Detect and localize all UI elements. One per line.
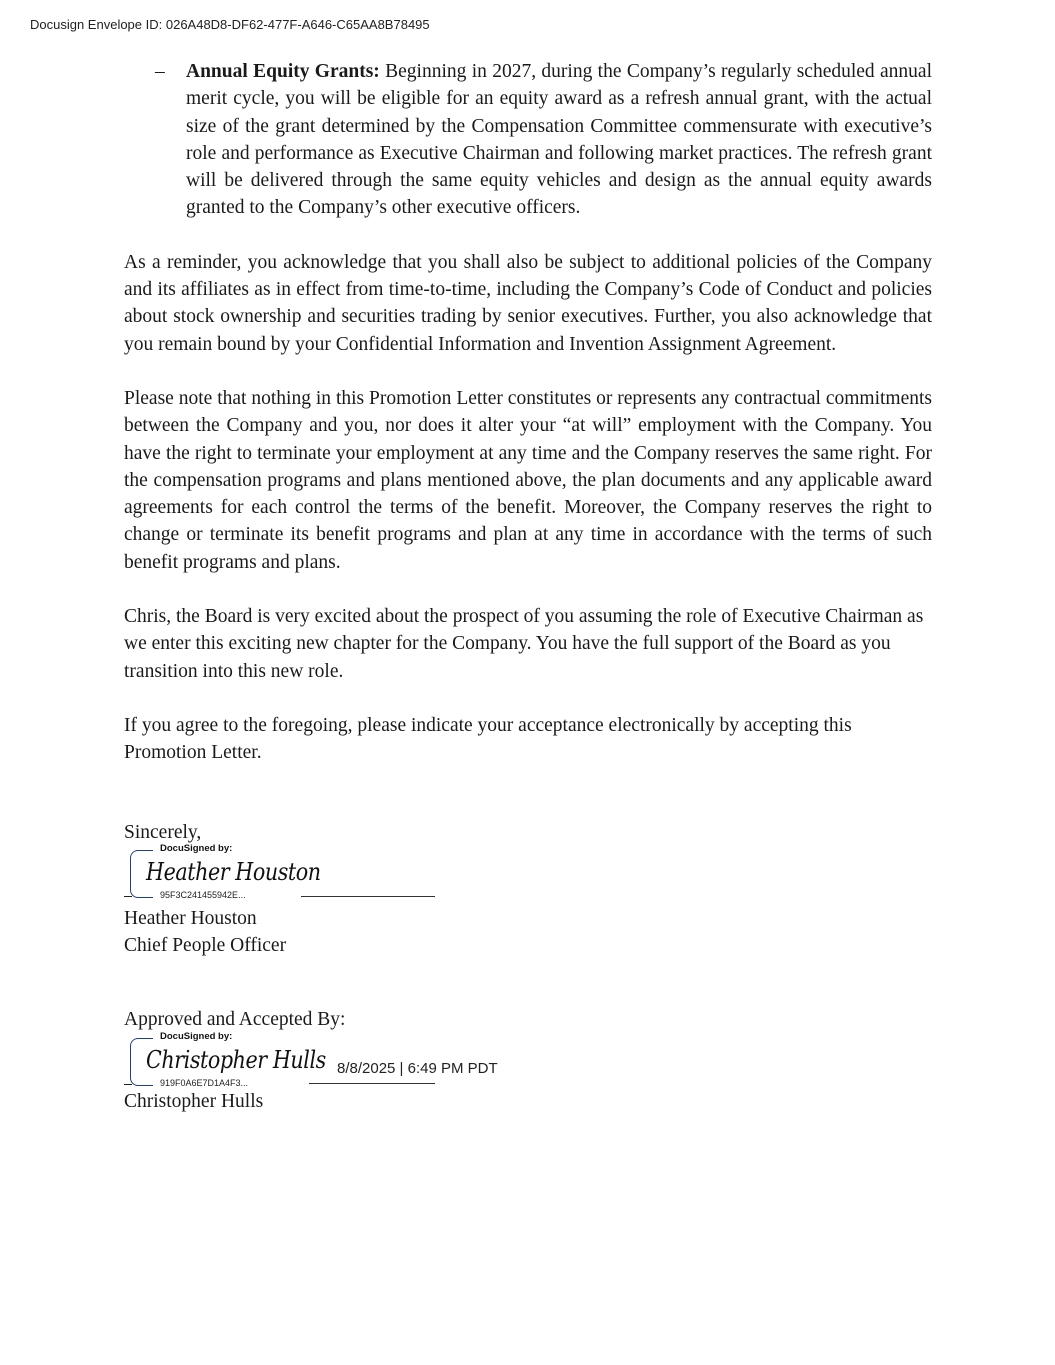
signer-title-heather: Chief People Officer (124, 935, 287, 956)
signer-name-christopher: Christopher Hulls (124, 1091, 264, 1112)
signed-date-stamp: 8/8/2025 | 6:49 PM PDT (337, 1060, 498, 1077)
approved-label: Approved and Accepted By: (124, 1009, 346, 1030)
signature-heather: Heather Houston (146, 858, 321, 886)
annual-equity-grants-bullet (124, 58, 932, 222)
docusigned-label: DocuSigned by: (160, 843, 233, 854)
signature-lead-line (124, 1084, 132, 1085)
sincerely-text: Sincerely, (124, 822, 202, 843)
signature-hash: 919F0A6E7D1A4F3... (160, 1078, 249, 1088)
signature-block-christopher (124, 1031, 326, 1088)
envelope-id: Docusign Envelope ID: 026A48D8-DF62-477F-A646-C65AA8B78495 (30, 17, 430, 32)
reminder-paragraph: As a reminder, you acknowledge that you shall also be subject to additional policies of the Company and its affiliates as in effect from time-to-time, including the Company’s Code of Conduct and policies about stock ownership and securities trading by senior executives. Further, you also acknowledge that you remain bound by your Confidential Information and Invention Assignment Agreement. (124, 251, 932, 355)
signature-hash: 95F3C241455942E... (160, 890, 246, 900)
letter-body (124, 58, 932, 794)
signature-line-heather (301, 896, 435, 897)
note-paragraph: Please note that nothing in this Promotion Letter constitutes or represents any contractual commitments between the Company and you, nor does it alter your “at will” employment with the Company. You have the right to terminate your employment at any time and the Company reserves the same right. For the compensation programs and plans mentioned above, the plan documents and any applicable award agreements for each control the terms of the benefit. Moreover, the Company reserves the right to change or terminate its benefit programs and plan at any time in accordance with the terms of such benefit programs and plans. (124, 387, 932, 573)
signature-line-christopher (309, 1083, 435, 1084)
bullet-text: Beginning in 2027, during the Company’s regularly scheduled annual merit cycle, you will be eligible for an equity award as a refresh annual grant, with the actual size of the grant determined by the Compensation Committee commensurate with executive’s role and performance as Executive Chairman and following market practices. The refresh grant will be delivered through the same equity vehicles and design as the annual equity awards granted to the Company’s other executive officers. (186, 61, 932, 219)
bullet-dash: – (155, 61, 165, 82)
docusigned-label: DocuSigned by: (160, 1031, 233, 1042)
signer-name-heather: Heather Houston (124, 908, 257, 929)
agree-paragraph: If you agree to the foregoing, please indicate your acceptance electronically by accepting this Promotion Letter. (124, 714, 852, 764)
signature-block-heather (124, 843, 321, 900)
signature-christopher: Christopher Hulls (146, 1046, 326, 1074)
signature-lead-line (124, 896, 132, 897)
chris-paragraph: Chris, the Board is very excited about the prospect of you assuming the role of Executive Chairman as we enter this exciting new chapter for the Company. You have the full support of the Board as you transition into this new role. (124, 606, 924, 682)
bullet-title: Annual Equity Grants: (186, 61, 380, 82)
